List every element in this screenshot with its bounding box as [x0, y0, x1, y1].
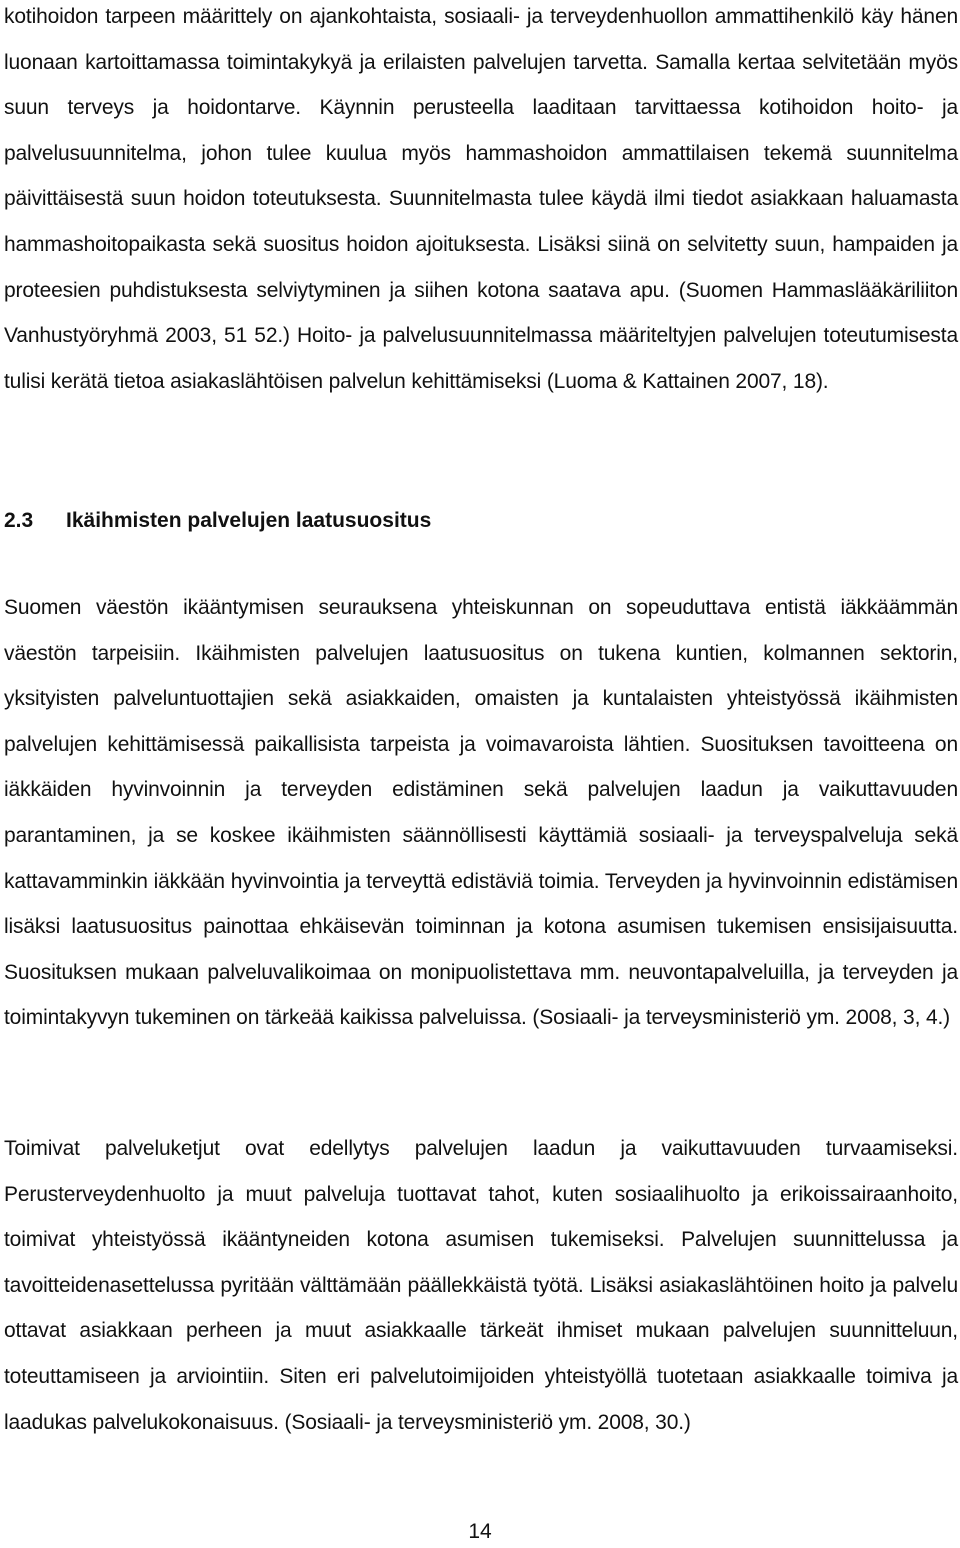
paragraph-quality-recommendation: Suomen väestön ikääntymisen seurauksena yhteiskunnan on sopeuduttava entistä iäkkäämmän väestön tarpeisiin. Ikäihmisten palvelujen laatusuositus on tukena kuntien, kolmannen sektorin, yksityisten palveluntuottajien sekä asiakkaiden, omaisten ja kuntalaisten yhteistyössä ikäihmisten palvelujen kehittämisessä paikallisista tarpeista ja voimavaroista lähtien. Suosituksen tavoitteena on iäkkäiden hyvinvoinnin ja terveyden edistäminen sekä palvelujen laadun ja vaikuttavuuden parantaminen, ja se koskee ikäihmisten säännöllisesti käyttämiä sosiaali- ja terveyspalveluja sekä kattavamminkin iäkkään hyvinvointia ja terveyttä edistäviä toimia. Terveyden ja hyvinvoinnin edistämisen lisäksi laatusuositus painottaa ehkäisevän toiminnan ja kotona asumisen tukemisen ensisijaisuutta. Suosituksen mukaan palveluvalikoimaa on monipuolistettava mm. neuvontapalveluilla, ja terveyden ja toimintakyvyn tukeminen on tärkeää kaikissa palveluissa. (Sosiaali- ja terveysministeriö ym. 2008, 3, 4.): [4, 596, 958, 1030]
page-number: 14: [468, 1520, 492, 1543]
section-title: Ikäihmisten palvelujen laatusuositus: [66, 509, 432, 532]
section-heading: [4, 505, 431, 537]
section-number: 2.3: [4, 509, 34, 532]
paragraph-service-chains: Toimivat palveluketjut ovat edellytys palvelujen laadun ja vaikuttavuuden turvaamiseksi. Perusterveydenhuolto ja muut palveluja tuottavat tahot, kuten sosiaalihuolto ja erikoissairaanhoito, toimivat yhteistyössä ikääntyneiden kotona asumisen tukemiseksi. Palvelujen suunnittelussa ja tavoitteidenasettelussa pyritään välttämään päällekkäistä työtä. Lisäksi asiakaslähtöinen hoito ja palvelu ottavat asiakkaan perheen ja muut asiakkaalle tärkeät ihmiset mukaan palvelujen suunnitteluun, toteuttamiseen ja arviointiin. Siten eri palvelutoimijoiden yhteistyöllä tuotetaan asiakkaalle toimiva ja laadukas palvelukokonaisuus. (Sosiaali- ja terveysministeriö ym. 2008, 30.): [4, 1137, 958, 1434]
paragraph-home-care-planning: kotihoidon tarpeen määrittely on ajankohtaista, sosiaali- ja terveydenhuollon ammattihenkilö käy hänen luonaan kartoittamassa toimintakykyä ja erilaisten palvelujen tarvetta. Samalla kertaa selvitetään myös suun terveys ja hoidontarve. Käynnin perusteella laaditaan tarvittaessa kotihoidon hoito- ja palvelusuunnitelma, johon tulee kuulua myös hammashoidon ammattilaisen tekemä suunnitelma päivittäisestä suun hoidon toteutuksesta. Suunnitelmasta tulee käydä ilmi tiedot asiakkaan haluamasta hammashoitopaikasta sekä suositus hoidon ajoituksesta. Lisäksi siinä on selvitetty suun, hampaiden ja proteesien puhdistuksesta selviytyminen ja siihen kotona saatava apu. (Suomen Hammaslääkäriliiton Vanhustyöryhmä 2003, 51 52.) Hoito- ja palvelusuunnitelmassa määriteltyjen palvelujen toteutumisesta tulisi kerätä tietoa asiakaslähtöisen palvelun kehittämiseksi (Luoma & Kattainen 2007, 18).: [4, 5, 958, 393]
